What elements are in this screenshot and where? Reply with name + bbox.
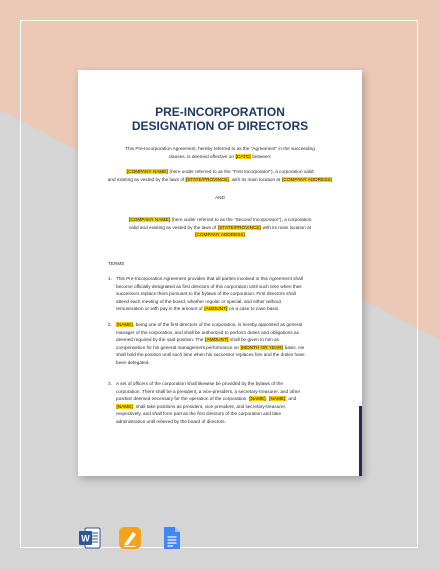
google-docs-icon[interactable] [160, 526, 182, 550]
term-number: 2. [108, 322, 112, 327]
intro-paragraph: This Pre-Incorporation Agreement, hereby referred to as the "Agreement" in the succeeding clauses, is deemed effective on [DATE] between: [125, 146, 315, 159]
document-page [78, 70, 362, 476]
amount-placeholder: [AMOUNT] [205, 337, 229, 342]
term-2-paragraph: [NAME], being one of the first directors of the corporation, is hereby appointed as general manager of the corporation, and shall be authorized to perform duties and obligations as deemed required by the said position. The [AMOUNT] shall be given to him as compensation for his general management performance on [MONTH OR YEAR] basis. He shall hold the position until such time when his successor replaces him and the duties have been delegated. [116, 322, 305, 365]
name-placeholder: [NAME] [249, 396, 266, 401]
amount-placeholder: [AMOUNT] [204, 306, 228, 311]
page-accent-bar [359, 406, 362, 476]
microsoft-word-icon[interactable] [78, 526, 100, 550]
name-placeholder: [NAME] [269, 396, 286, 401]
state-placeholder: [STATE/PROVINCE] [185, 176, 229, 182]
name-placeholder: [NAME] [116, 403, 133, 409]
company-address-placeholder: [COMPANY ADDRESS] [195, 232, 245, 237]
document-title-line1: PRE-INCORPORATION [155, 105, 285, 119]
period-placeholder: [MONTH OR YEAR] [240, 344, 283, 350]
and-label: AND [215, 195, 225, 200]
company-name-placeholder: [COMPANY NAME] [129, 217, 170, 222]
document-title-line2: DESIGNATION OF DIRECTORS [131, 119, 309, 133]
term-number: 1. [108, 276, 112, 281]
svg-text:W: W [81, 533, 90, 544]
state-placeholder: [STATE/PROVINCE] [218, 224, 261, 230]
terms-heading: TERMS [108, 261, 125, 266]
date-placeholder: [DATE] [235, 153, 251, 159]
first-party-paragraph: [COMPANY NAME] (here under referred to as the "First Incorporator"), a corporation valid and existing as vested by the laws of [STATE/PROVINCE], with its main location at [COMPANY ADDRESS] [107, 169, 332, 182]
name-placeholder: [NAME] [116, 322, 133, 327]
term-3-paragraph: A set of officers of the corporation shall likewise be provided by the bylaws of the corporation. There shall be a president, a vice-president, a secretary-treasurer, and other position deemed necessary for the operation of the corporation. [NAME], [NAME], and [NAME], shall take positions as president, vice president, and secretary-treasurer, respectively, and shall form part as the first directors of the corporation and take administration until relieved by the board of directors. [116, 381, 301, 424]
apple-pages-icon[interactable] [118, 526, 140, 550]
term-1-paragraph: This Pre-Incorporation Agreement provides that all parties involved in this Agreement shall become officially designated as first directors of this corporation until such time when their successors replace them pursuant to the bylaws of the corporation. First directors shall attend each meeting of the board, whether regular or special, and either without remuneration or with pay in the amount of [AMOUNT] on a case to case basis. [116, 276, 303, 311]
company-address-placeholder: [COMPANY ADDRESS] [282, 176, 332, 182]
term-number: 3. [108, 381, 112, 386]
second-party-paragraph: [COMPANY NAME] (here under referred to as the "Second Incorporator"), a corporation valid and existing as vested by the laws of [STATE/PROVINCE] with its main location at [COMPANY ADDRESS] [128, 217, 312, 237]
company-name-placeholder: [COMPANY NAME] [126, 169, 168, 174]
